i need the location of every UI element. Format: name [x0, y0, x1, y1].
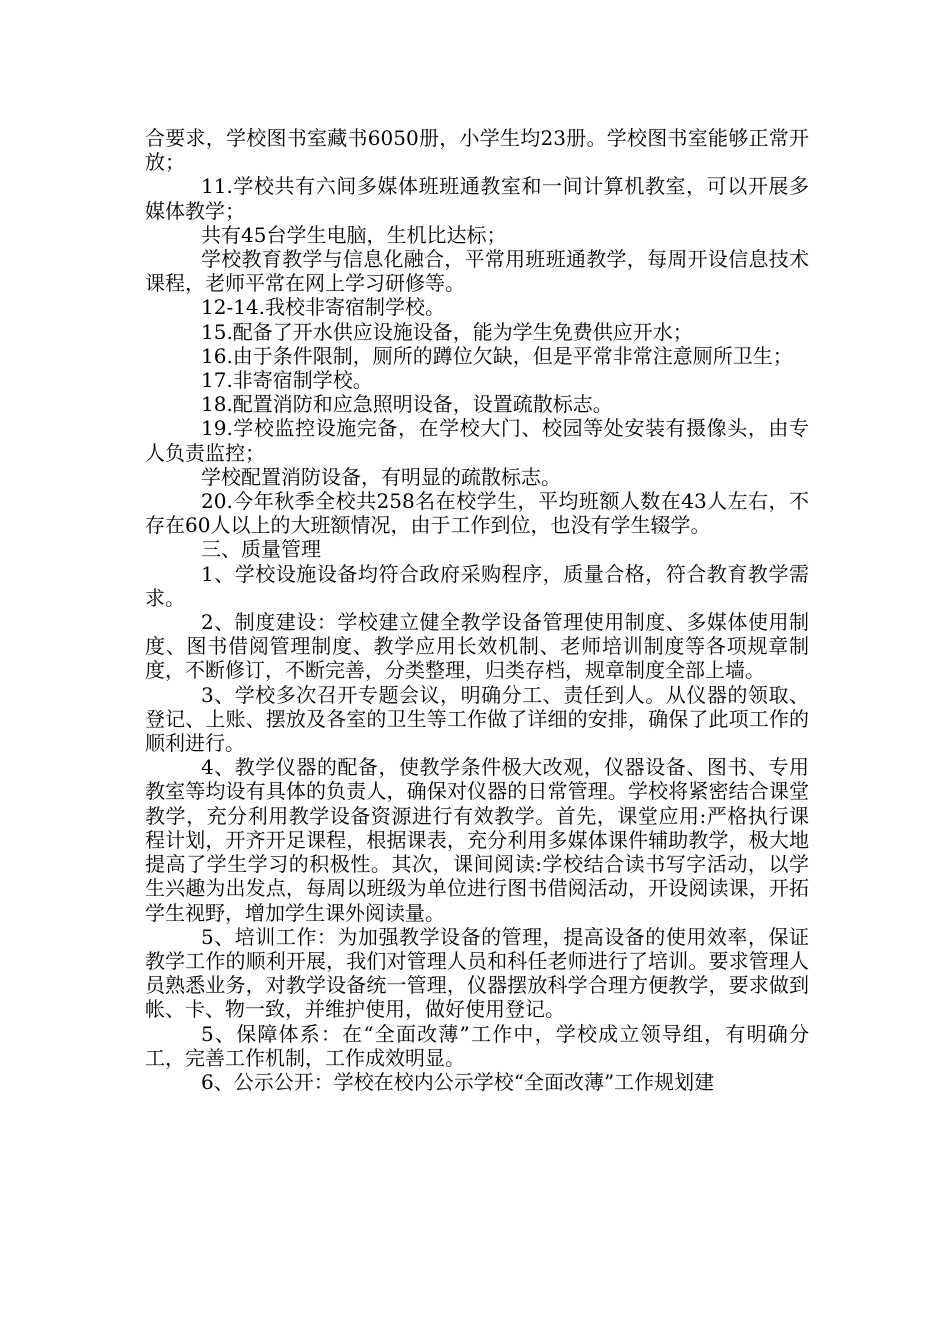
paragraph-19: 5、保障体系：在“全面改薄”工作中，学校成立领导组，有明确分工，完善工作机制，工作成效明显。	[145, 1021, 809, 1070]
paragraph-4: 学校教育教学与信息化融合，平常用班班通教学，每周开设信息技术课程，老师平常在网上学习研修等。	[145, 247, 809, 296]
paragraph-16: 3、学校多次召开专题会议，明确分工、责任到人。从仪器的领取、登记、上账、摆放及各室的卫生等工作做了详细的安排，确保了此项工作的顺利进行。	[145, 682, 809, 756]
document-page	[145, 126, 809, 1094]
paragraph-18: 5、培训工作：为加强教学设备的管理，提高设备的使用效率，保证教学工作的顺利开展，我们对管理人员和科任老师进行了培训。要求管理人员熟悉业务，对教学设备统一管理，仪器摆放科学合理方便教学，要求做到帐、卡、物一致，并维护使用，做好使用登记。	[145, 924, 809, 1022]
paragraph-6: 15.配备了开水供应设施设备，能为学生免费供应开水；	[201, 319, 693, 344]
paragraph-9: 18.配置消防和应急照明设备，设置疏散标志。	[201, 392, 613, 417]
paragraph-12: 20.今年秋季全校共258名在校学生，平均班额人数在43人左右，不存在60人以上的大班额情况，由于工作到位，也没有学生辍学。	[145, 489, 809, 538]
paragraph-15: 2、制度建设：学校建立健全教学设备管理使用制度、多媒体使用制度、图书借阅管理制度、教学应用长效机制、老师培训制度等各项规章制度，不断修订，不断完善，分类整理，归类存档，规章制度全部上墙。	[145, 610, 809, 683]
paragraph-11: 学校配置消防设备，有明显的疏散标志。	[201, 464, 561, 489]
paragraph-8: 17.非寄宿制学校。	[201, 368, 373, 393]
paragraph-17: 4、教学仪器的配备，使教学条件极大改观，仪器设备、图书、专用教室等均设有具体的负责人，确保对仪器的日常管理。学校将紧密结合课堂教学，充分利用教学设备资源进行有效教学。首先，课堂应用:严格执行课程计划，开齐开足课程，根据课表，充分利用多媒体课件辅助教学，极大地提高了学生学习的积极性。其次，课间阅读:学校结合读书写字活动，以学生兴趣为出发点，每周以班级为单位进行图书借阅活动，开设阅读课，开拓学生视野，增加学生课外阅读量。	[145, 755, 809, 925]
paragraph-10: 19.学校监控设施完备，在学校大门、校园等处安装有摄像头，由专人负责监控；	[145, 416, 809, 465]
paragraph-2: 11.学校共有六间多媒体班班通教室和一间计算机教室，可以开展多媒体教学；	[145, 174, 809, 223]
paragraph-20: 6、公示公开：学校在校内公示学校“全面改薄”工作规划建	[201, 1069, 715, 1094]
section-heading-quality-management: 三、质量管理	[201, 537, 321, 562]
paragraph-5: 12-14.我校非寄宿制学校。	[201, 295, 446, 320]
paragraph-7: 16.由于条件限制，厕所的蹲位欠缺，但是平常非常注意厕所卫生；	[201, 343, 793, 368]
paragraph-14: 1、学校设施设备均符合政府采购程序，质量合格，符合教育教学需求。	[145, 561, 809, 610]
paragraph-3: 共有45台学生电脑，生机比达标；	[201, 222, 507, 247]
paragraph-1: 合要求，学校图书室藏书6050册，小学生均23册。学校图书室能够正常开放；	[145, 126, 809, 175]
